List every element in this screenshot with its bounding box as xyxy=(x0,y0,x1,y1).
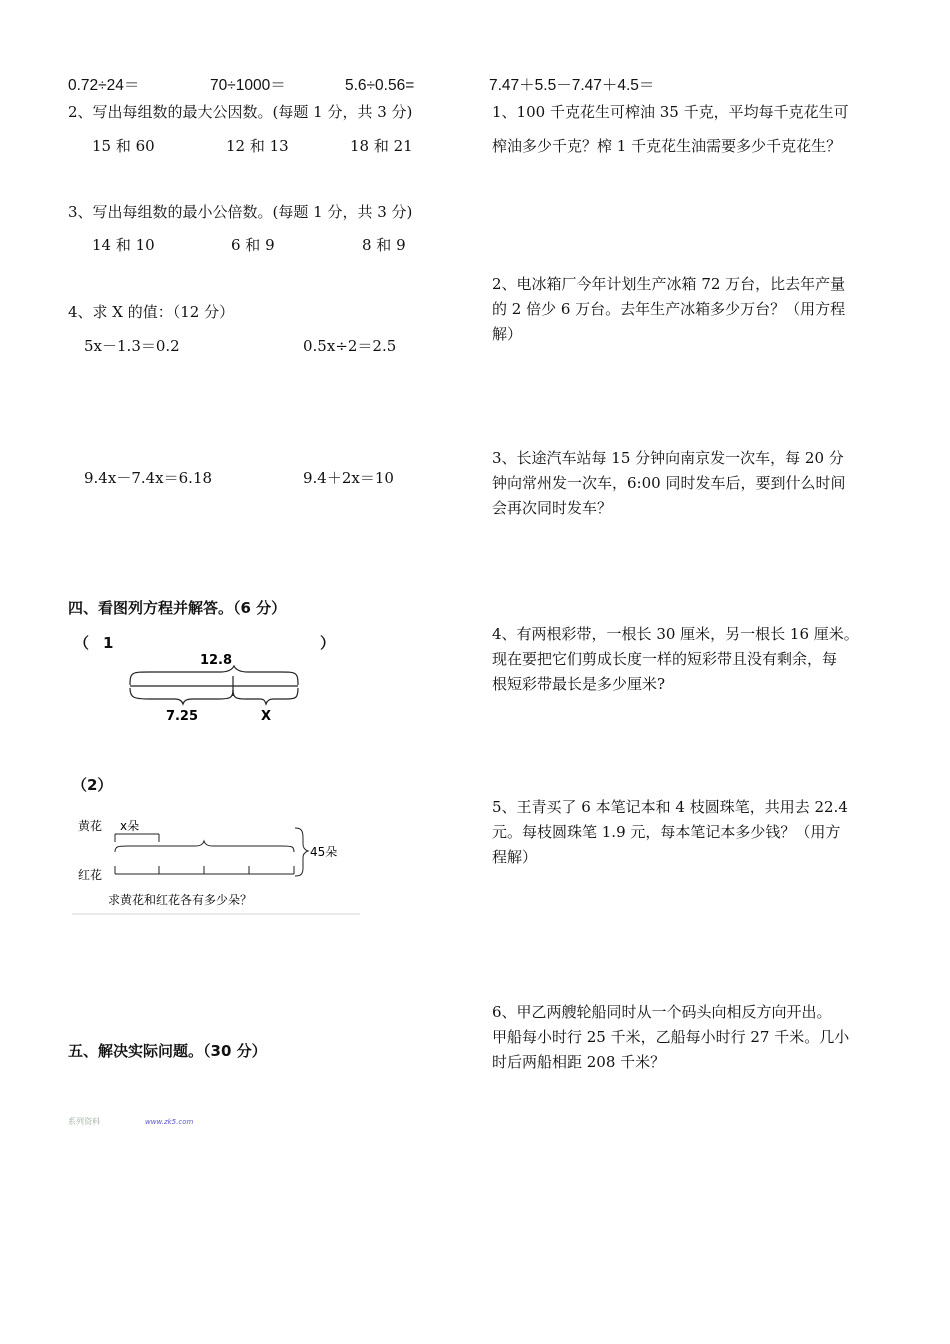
fig2-right-brace xyxy=(295,828,308,876)
fig2-question: 求黄花和红花各有多少朵？ xyxy=(108,893,253,907)
problem-4-line-3: 根短彩带最长是多少厘米? xyxy=(492,675,666,693)
problem-1-line-1: 1、100 千克花生可榨油 35 千克，平均每千克花生可 xyxy=(492,103,849,121)
problem-5-line-1: 5、王青买了 6 本笔记本和 4 枝圆珠笔，共用去 22.4 xyxy=(492,798,848,816)
problem-4-line-1: 4、有两根彩带，一根长 30 厘米，另一根长 16 厘米。 xyxy=(492,625,859,643)
q4-eq-1: 5x－1.3＝0.2 xyxy=(84,337,180,355)
problem-2-line-3: 解） xyxy=(492,325,523,343)
fig1-bottom-brace-1 xyxy=(130,688,233,704)
q3-item-1: 14 和 10 xyxy=(92,236,155,254)
problem-4 xyxy=(492,622,892,697)
problem-5-line-3: 程解） xyxy=(492,848,538,866)
problem-5 xyxy=(492,795,892,870)
fig1-top-brace xyxy=(130,666,298,685)
problem-3-line-1: 3、长途汽车站每 15 分钟向南京发一次车，每 20 分 xyxy=(492,449,844,467)
fig2-x-label: x朵 xyxy=(120,819,140,833)
q4-title: 4、求 X 的值：（12 分） xyxy=(68,303,235,321)
fig2-yellow-label: 黄花 xyxy=(78,819,103,833)
q2-item-3: 18 和 21 xyxy=(350,137,413,155)
q2-item-2: 12 和 13 xyxy=(226,137,289,155)
fig1-total-label: 12.8 xyxy=(199,653,233,668)
figure-2-diagram xyxy=(70,808,365,918)
section4-title: 四、看图列方程并解答。（6 分） xyxy=(68,599,287,617)
problem-3-line-3: 会再次同时发车？ xyxy=(492,499,613,517)
footer-left: 系列资料 xyxy=(68,1117,100,1126)
section5-title: 五、解决实际问题。（30 分） xyxy=(68,1042,267,1060)
fig1-part-label: 7.25 xyxy=(165,709,199,724)
problem-3 xyxy=(492,446,892,521)
q2-title: 2、写出每组数的最大公因数。(每题 1 分，共 3 分) xyxy=(68,103,413,121)
problem-1-line-2: 榨油多少千克？榨 1 千克花生油需要多少千克花生？ xyxy=(492,137,842,155)
problem-2-line-1: 2、电冰箱厂今年计划生产冰箱 72 万台，比去年产量 xyxy=(492,275,846,293)
fig2-total-label: 45朵 xyxy=(310,845,338,859)
fig2-red-label: 红花 xyxy=(78,868,103,882)
problem-2 xyxy=(492,272,892,347)
q3-item-3: 8 和 9 xyxy=(362,236,406,254)
problem-3-line-2: 钟向常州发一次车，6:00 同时发车后，要到什么时间 xyxy=(492,474,846,492)
problem-5-line-2: 元。每枝圆珠笔 1.9 元，每本笔记本多少钱？（用方 xyxy=(492,823,841,841)
fig1-bottom-brace-2 xyxy=(233,688,298,704)
figure-1-diagram xyxy=(120,648,310,728)
problem-6-line-3: 时后两船相距 208 千米？ xyxy=(492,1053,666,1071)
calc-3: 5.6÷0.56= xyxy=(345,77,415,94)
q4-eq-4: 9.4＋2x＝10 xyxy=(303,469,394,487)
problem-6 xyxy=(492,1000,892,1075)
q3-title: 3、写出每组数的最小公倍数。(每题 1 分，共 3 分) xyxy=(68,203,413,221)
q3-item-2: 6 和 9 xyxy=(231,236,275,254)
fig2-red-brace xyxy=(115,841,294,852)
problem-2-line-2: 的 2 倍少 6 万台。去年生产冰箱多少万台？（用方程 xyxy=(492,300,846,318)
problem-4-line-2: 现在要把它们剪成长度一样的短彩带且没有剩余，每 xyxy=(492,650,838,668)
q4-eq-2: 0.5x÷2＝2.5 xyxy=(303,337,397,355)
fig1-paren-left: （ xyxy=(74,634,90,652)
fig1-number: 1 xyxy=(103,634,114,652)
fig1-unknown-label: X xyxy=(260,709,272,724)
q2-item-1: 15 和 60 xyxy=(92,137,155,155)
q4-eq-3: 9.4x－7.4x＝6.18 xyxy=(84,469,213,487)
problem-1 xyxy=(492,100,892,159)
calc-1: 0.72÷24＝ xyxy=(68,77,140,94)
problem-6-line-1: 6、甲乙两艘轮船同时从一个码头向相反方向开出。 xyxy=(492,1003,832,1021)
fig2-label: （2） xyxy=(72,776,113,794)
calc-2: 70÷1000＝ xyxy=(210,77,286,94)
fig1-paren-right: ） xyxy=(320,634,336,652)
footer-link[interactable]: www.zk5.com xyxy=(145,1118,194,1126)
calc-4: 7.47＋5.5－7.47＋4.5＝ xyxy=(489,77,655,94)
problem-6-line-2: 甲船每小时行 25 千米，乙船每小时行 27 千米。几小 xyxy=(492,1028,850,1046)
